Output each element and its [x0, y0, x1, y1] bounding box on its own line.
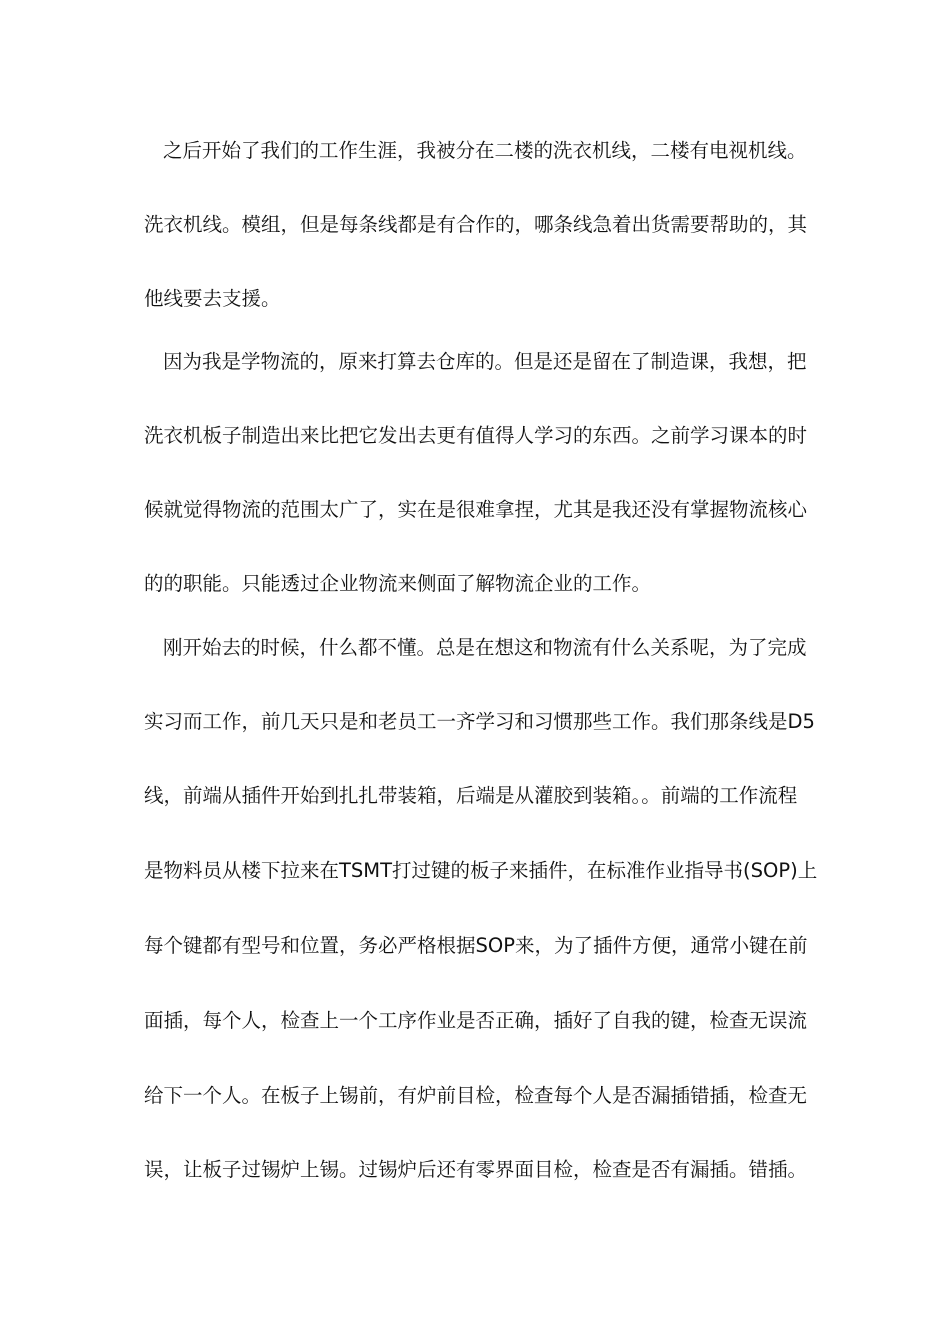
- paragraph-1-line-1: 之后开始了我们的工作生涯，我被分在二楼的洗衣机线，二楼有电视机线。: [163, 139, 807, 162]
- paragraph-1-line-2: 洗衣机线。模组，但是每条线都是有合作的，哪条线急着出货需要帮助的，其: [144, 213, 808, 236]
- paragraph-2-line-4: 的的职能。只能透过企业物流来侧面了解物流企业的工作。: [144, 572, 652, 595]
- paragraph-3-line-2: 实习而工作，前几天只是和老员工一齐学习和习惯那些工作。我们那条线是D5: [144, 710, 815, 733]
- paragraph-2-line-3: 候就觉得物流的范围太广了，实在是很难拿捏，尤其是我还没有掌握物流核心: [144, 498, 808, 521]
- paragraph-2-line-1: 因为我是学物流的，原来打算去仓库的。但是还是留在了制造课，我想，把: [163, 350, 807, 373]
- paragraph-3-line-6: 面插，每个人，检查上一个工序作业是否正确，插好了自我的键，检查无误流: [144, 1009, 808, 1032]
- paragraph-1-line-3: 他线要去支援。: [144, 287, 281, 310]
- paragraph-3-line-8: 误，让板子过锡炉上锡。过锡炉后还有零界面目检，检查是否有漏插。错插。: [144, 1158, 808, 1181]
- paragraph-3-line-1: 刚开始去的时候，什么都不懂。总是在想这和物流有什么关系呢，为了完成: [163, 636, 807, 659]
- paragraph-3-line-3: 线，前端从插件开始到扎扎带装箱，后端是从灌胶到装箱。。前端的工作流程: [144, 784, 798, 807]
- paragraph-2-line-2: 洗衣机板子制造出来比把它发出去更有值得人学习的东西。之前学习课本的时: [144, 424, 808, 447]
- paragraph-3-line-7: 给下一个人。在板子上锡前，有炉前目检，检查每个人是否漏插错插，检查无: [144, 1084, 808, 1107]
- paragraph-3-line-5: 每个键都有型号和位置，务必严格根据SOP来，为了插件方便，通常小键在前: [144, 934, 808, 957]
- paragraph-3-line-4: 是物料员从楼下拉来在TSMT打过键的板子来插件，在标准作业指导书(SOP)上: [144, 859, 818, 882]
